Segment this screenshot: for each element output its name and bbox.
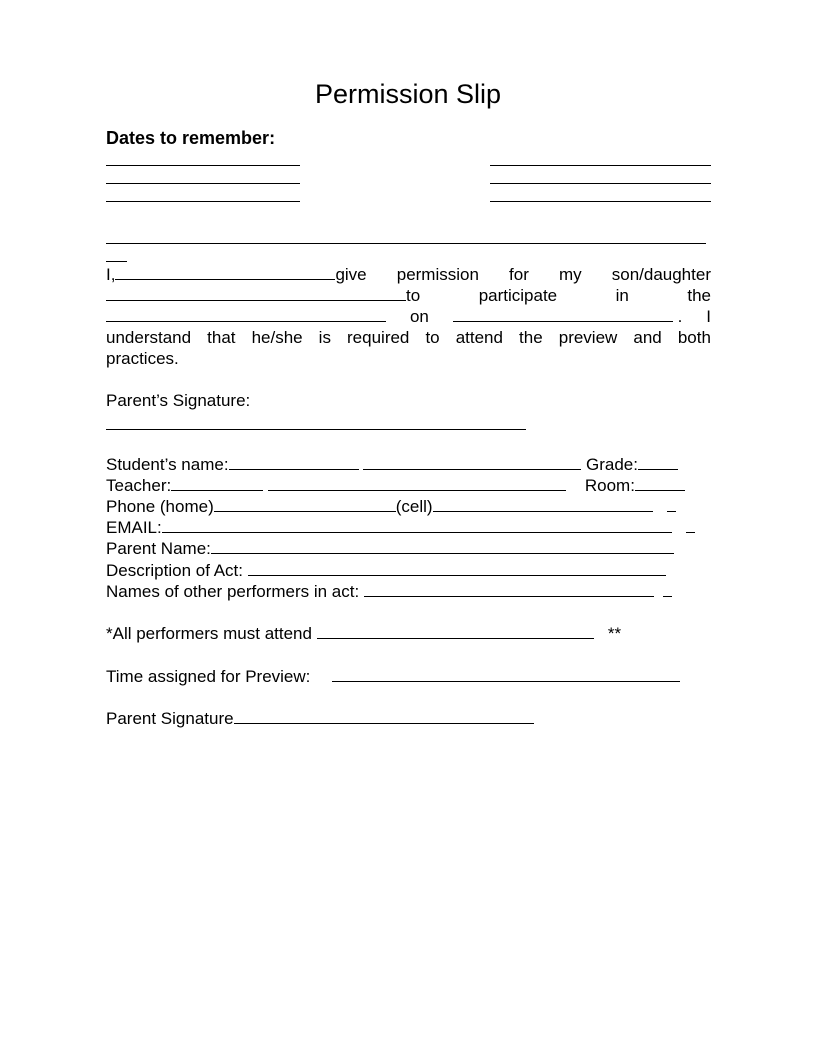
- email-label: EMAIL:: [106, 518, 162, 537]
- phone-extra-blank[interactable]: [667, 496, 676, 512]
- paragraph-word: I: [706, 307, 711, 326]
- paragraph-word: .: [453, 306, 682, 327]
- parent-signature-label-2: Parent Signature: [106, 709, 234, 728]
- child-name-blank[interactable]: [106, 285, 406, 301]
- teacher-input[interactable]: [171, 475, 263, 491]
- description-input[interactable]: [248, 560, 666, 576]
- parent-signature-line[interactable]: [106, 429, 526, 430]
- paragraph-word: preview: [558, 328, 618, 347]
- student-name-label: Student’s name:: [106, 455, 229, 474]
- student-first-name-input[interactable]: [229, 454, 359, 470]
- blank-line-long[interactable]: [106, 243, 706, 244]
- paragraph-word: my: [558, 265, 582, 284]
- paragraph-word: he/she: [251, 328, 303, 347]
- event-date-blank[interactable]: [453, 306, 673, 322]
- email-extra-blank[interactable]: [686, 517, 695, 533]
- parent-signature-input[interactable]: [234, 708, 534, 724]
- paragraph-word: in: [615, 286, 629, 305]
- grade-label: Grade:: [586, 455, 638, 474]
- paragraph-word: permission: [396, 265, 479, 284]
- paragraph-word: on: [409, 307, 429, 326]
- paragraph-word: attend: [455, 328, 503, 347]
- paragraph-word: that: [207, 328, 236, 347]
- performers-row: [106, 581, 672, 602]
- date-line-right-3[interactable]: [490, 201, 711, 202]
- paragraph-word: understand: [106, 328, 192, 347]
- paragraph-word: son/daughter: [611, 265, 711, 284]
- date-line-right-2[interactable]: [490, 183, 711, 184]
- email-row: [106, 517, 695, 538]
- phone-home-label: Phone (home): [106, 497, 214, 516]
- preview-time-input[interactable]: [332, 666, 680, 682]
- paragraph-word: for: [509, 265, 529, 284]
- paragraph-line-4: [106, 328, 711, 348]
- phone-row: [106, 496, 676, 517]
- paragraph-word: the: [687, 286, 711, 305]
- event-blank[interactable]: [106, 306, 386, 322]
- paragraph-word: to: [106, 285, 420, 306]
- attend-input[interactable]: [317, 623, 594, 639]
- dates-heading: Dates to remember:: [106, 128, 276, 148]
- attend-row: [106, 623, 621, 644]
- parent-signature-row: [106, 708, 534, 729]
- description-label: Description of Act:: [106, 561, 244, 580]
- room-input[interactable]: [635, 475, 685, 491]
- preview-time-row: [106, 666, 680, 687]
- phone-home-input[interactable]: [214, 496, 396, 512]
- student-last-name-input[interactable]: [363, 454, 581, 470]
- stars-note: **: [607, 624, 622, 643]
- date-line-left-1[interactable]: [106, 165, 300, 166]
- cell-label: (cell): [395, 497, 433, 516]
- cell-input[interactable]: [433, 496, 653, 512]
- paragraph-word: and: [633, 328, 662, 347]
- parent-name-row: [106, 538, 674, 559]
- name-blank[interactable]: [115, 264, 335, 280]
- room-label: Room:: [584, 476, 635, 495]
- date-line-left-3[interactable]: [106, 201, 300, 202]
- parent-name-label: Parent Name:: [106, 539, 211, 558]
- parent-name-input[interactable]: [211, 538, 674, 554]
- paragraph-line-3: [106, 306, 711, 327]
- paragraph-word: required: [347, 328, 410, 347]
- performers-label: Names of other performers in act:: [106, 582, 360, 601]
- grade-input[interactable]: [638, 454, 678, 470]
- paragraph-word: is: [318, 328, 331, 347]
- student-name-row: [106, 454, 678, 475]
- description-row: [106, 560, 666, 581]
- paragraph-word: I, give: [106, 265, 367, 284]
- paragraph-line-5: practices.: [106, 349, 179, 368]
- teacher-input-2[interactable]: [268, 475, 566, 491]
- preview-time-label: Time assigned for Preview:: [106, 667, 311, 686]
- paragraph-word: the: [519, 328, 543, 347]
- date-line-left-2[interactable]: [106, 183, 300, 184]
- parent-signature-label: Parent’s Signature:: [106, 391, 251, 410]
- performers-input[interactable]: [364, 581, 654, 597]
- paragraph-word: both: [677, 328, 711, 347]
- date-line-right-1[interactable]: [490, 165, 711, 166]
- performers-extra-blank[interactable]: [663, 581, 672, 597]
- all-performers-label: *All performers must attend: [106, 624, 312, 643]
- email-input[interactable]: [162, 517, 672, 533]
- paragraph-word: participate: [478, 286, 558, 305]
- blank-line-tail[interactable]: [106, 261, 127, 262]
- paragraph-line-1: [106, 264, 711, 285]
- teacher-label: Teacher:: [106, 476, 172, 495]
- page-title: Permission Slip: [314, 79, 502, 109]
- paragraph-line-2: [106, 285, 711, 306]
- teacher-row: [106, 475, 685, 496]
- paragraph-word: to: [425, 328, 440, 347]
